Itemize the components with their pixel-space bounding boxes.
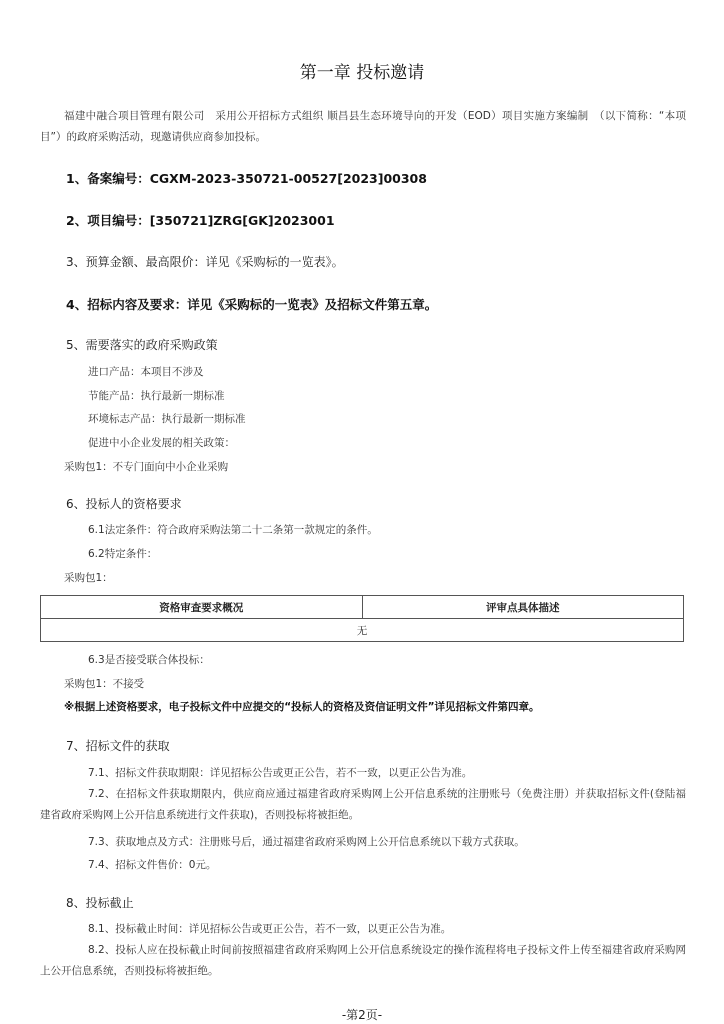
consortium-package: 采购包1：不接受 <box>64 678 145 690</box>
deadline-upload: 8.2、投标人应在投标截止时间前按照福建省政府采购网上公开信息系统设定的操作流程将电子投标文件上传至福建省政府采购网上公开信息系统，否则投标将被拒绝。 <box>40 944 686 977</box>
consortium-question: 6.3是否接受联合体投标： <box>88 654 210 666</box>
policy-item: 进口产品：本项目不涉及 <box>88 366 204 378</box>
table-header-description: 评审点具体描述 <box>362 596 684 619</box>
section-3-budget: 3、预算金额、最高限价：详见《采购标的一览表》。 <box>66 255 344 269</box>
policy-item: 环境标志产品：执行最新一期标准 <box>88 413 246 425</box>
table-header-requirements: 资格审查要求概况 <box>41 596 363 619</box>
qualification-table <box>40 595 684 642</box>
section-7-heading: 7、招标文件的获取 <box>66 739 170 753</box>
qualification-legal: 6.1法定条件：符合政府采购法第二十二条第一款规定的条件。 <box>88 524 378 536</box>
obtain-period: 7.1、招标文件获取期限：详见招标公告或更正公告，若不一致，以更正公告为准。 <box>88 767 473 779</box>
table-header-row <box>41 596 684 619</box>
obtain-price: 7.4、招标文件售价：0元。 <box>88 859 217 871</box>
qualification-package: 采购包1： <box>64 572 113 584</box>
page-title: 第一章 投标邀请 <box>299 63 425 83</box>
section-1-record-number: 1、备案编号：CGXM-2023-350721-00527[2023]00308 <box>66 171 427 186</box>
section-5-heading: 5、需要落实的政府采购政策 <box>66 338 218 352</box>
policy-item: 节能产品：执行最新一期标准 <box>88 390 225 402</box>
qualification-note: ※根据上述资格要求，电子投标文件中应提交的“投标人的资格及资信证明文件”详见招标文件第四章。 <box>64 701 540 713</box>
section-6-heading: 6、投标人的资格要求 <box>66 497 182 511</box>
section-8-heading: 8、投标截止 <box>66 896 134 910</box>
obtain-location: 7.3、获取地点及方式：注册账号后，通过福建省政府采购网上公开信息系统以下载方式获取。 <box>88 836 525 848</box>
policy-package: 采购包1：不专门面向中小企业采购 <box>64 461 229 473</box>
obtain-method: 7.2、在招标文件获取期限内，供应商应通过福建省政府采购网上公开信息系统的注册账号（免费注册）并获取招标文件(登陆福建省政府采购网上公开信息系统进行文件获取)，否则投标将被拒绝。 <box>40 788 686 821</box>
deadline-time: 8.1、投标截止时间：详见招标公告或更正公告，若不一致，以更正公告为准。 <box>88 923 452 935</box>
intro-paragraph: 福建中融合项目管理有限公司 采用公开招标方式组织 顺昌县生态环境导向的开发（EOD）项目实施方案编制 （以下简称：“本项目”）的政府采购活动，现邀请供应商参加投标。 <box>40 110 686 143</box>
page-number: -第2页- <box>341 1008 383 1022</box>
section-2-project-number: 2、项目编号：[350721]ZRG[GK]2023001 <box>66 213 335 228</box>
table-cell-empty: 无 <box>41 619 684 642</box>
policy-item: 促进中小企业发展的相关政策： <box>88 437 235 449</box>
table-row <box>41 619 684 642</box>
section-4-content: 4、招标内容及要求：详见《采购标的一览表》及招标文件第五章。 <box>66 297 438 312</box>
qualification-specific: 6.2特定条件： <box>88 548 158 560</box>
